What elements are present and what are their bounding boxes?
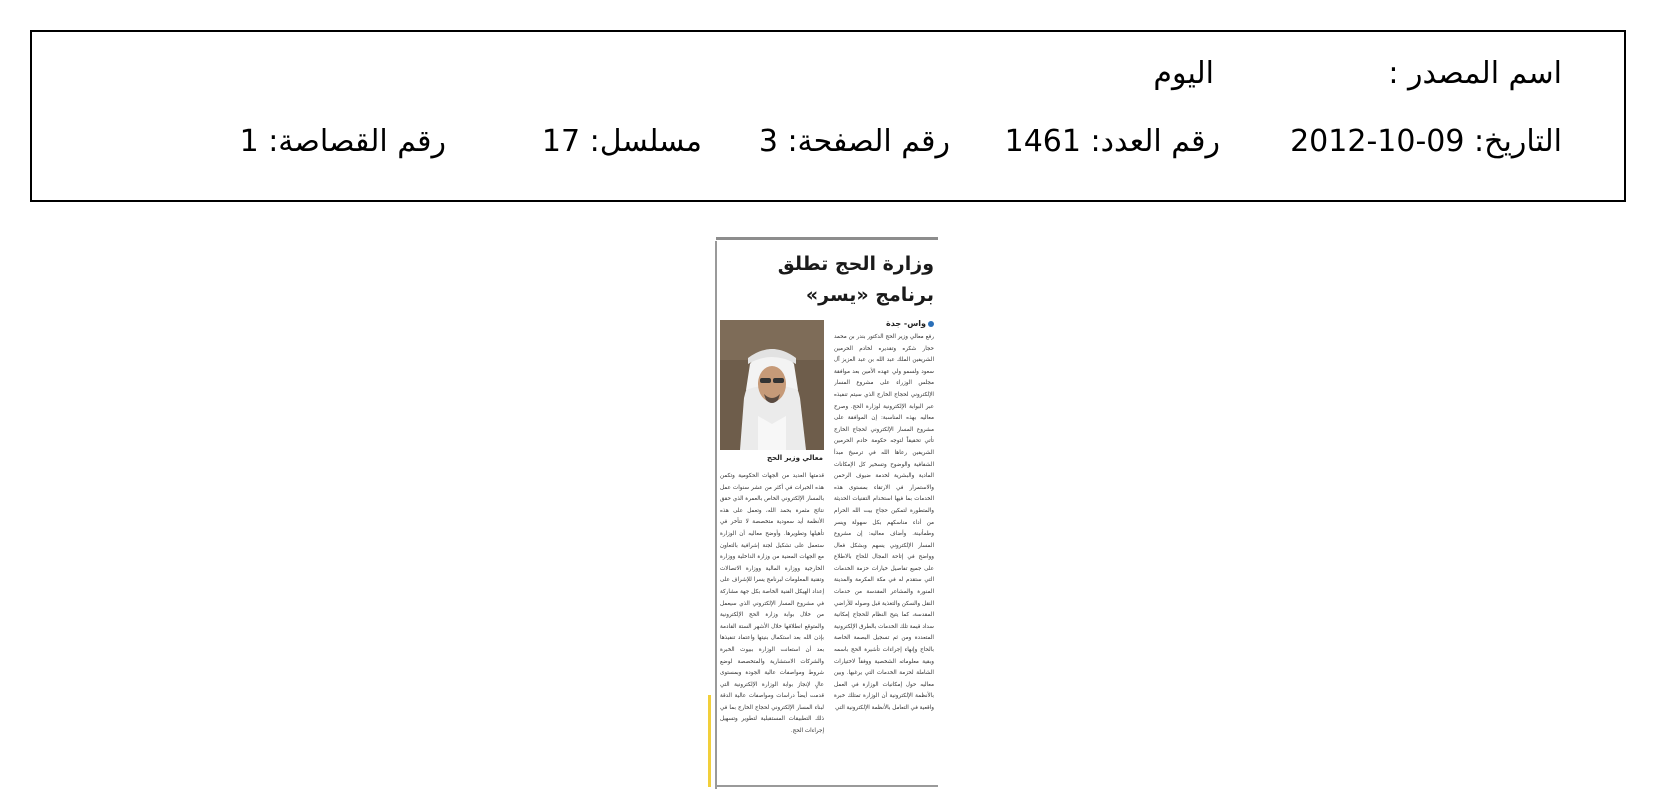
article-byline (886, 319, 934, 328)
byline-text: واس- جدة (886, 319, 926, 328)
clipping-bottom-rule (716, 785, 938, 787)
clipping-top-rule (716, 237, 938, 240)
portrait-image (720, 320, 824, 450)
newspaper-clipping (708, 237, 940, 792)
article-column-left: قدمتها العديد من الجهات الحكومية وتكمن هذه الخبرات في أكثر من عشر سنوات عمل بالمسار الإلكتروني الخاص بالعمرة الذي حقق نتائج مثمرة بحمد الله، وتعمل على هذه الأنظمة أيد سعودية متخصصة لا تتأخر في تأهيلها وتطويرها. وأوضح معاليه أن الوزارة ستعمل على تشكيل لجنة إشرافية بالتعاون مع الجهات المعنية من وزارة الداخلية ووزارة الخارجية ووزارة المالية ووزارة الاتصالات وتقنية المعلومات لبرنامج يسرا للإشراف على إعداد الهيكل الفنية الخاصة بكل جهة مشاركة في مشروع المسار الإلكتروني الذي سيعمل من خلال بوابة وزارة الحج الإلكترونية والمتوقع انطلاقها خلال الأشهر الستة القادمة بإذن الله بعد استكمال بنيتها واعتماد تنفيذها بعد أن استعانت الوزارة ببيوت الخبرة والشركات الاستشارية والمتخصصة لوضع شروط ومواصفات عالية الجودة وبمستوى عالٍ لإنجاز بوابة الوزارة الإلكترونية التي قدمت أيضاً دراسات ومواصفات عالية الدقة لبناء المسار الإلكتروني لحجاج الخارج بما في ذلك التطبيقات المستقبلية لتطوير وتسهيل إجراءات الحج. (720, 473, 824, 735)
document-header-box (30, 30, 1626, 202)
minister-photo (720, 320, 824, 450)
serial-number-field: مسلسل: 17 (541, 124, 702, 159)
issue-number-field: رقم العدد: 1461 (1004, 124, 1220, 159)
photo-caption: معالي وزير الحج (767, 454, 823, 462)
article-headline: وزارة الحج تطلق برنامج «يسر» (777, 253, 934, 306)
source-value: اليوم (1153, 56, 1214, 91)
clipping-left-rule (715, 241, 717, 789)
highlight-mark (708, 695, 711, 787)
source-label: اسم المصدر : (1388, 56, 1562, 91)
date-field: التاريخ: 09-10-2012 (1290, 124, 1562, 159)
clipping-number-field: رقم القصاصة: 1 (239, 124, 446, 159)
bullet-dot-icon (928, 321, 934, 327)
page-number-field: رقم الصفحة: 3 (758, 124, 950, 159)
article-column-right: رفع معالي وزير الحج الدكتور بندر بن محمد حجار شكره وتقديره لخادم الحرمين الشريفين الملك عبد الله بن عبد العزيز آل سعود ولسمو ولي عهده الأمين بعد موافقة مجلس الوزراء على مشروع المسار الإلكتروني لحجاج الخارج الذي سيتم تنفيذه عبر البوابة الإلكترونية لوزارة الحج. وصرح معاليه بهذه المناسبة: إن الموافقة على مشروع المسار الإلكتروني لحجاج الخارج تأتي تحقيقاً لتوجه حكومة خادم الحرمين الشريفين رعاها الله في ترسيخ مبدأ الشفافية والوضوح وتسخير كل الإمكانات المادية والبشرية لخدمة ضيوف الرحمن والاستمرار في الارتقاء بمستوى هذه الخدمات بما فيها استخدام التقنيات الحديثة والمتطورة لتمكين حجاج بيت الله الحرام من أداء مناسكهم بكل سهولة ويسر وطمأنينة. وأضاف معاليه: إن مشروع المسار الإلكتروني يسهم وبشكل فعال وواضح في إتاحة المجال للحاج بالاطلاع على جميع تفاصيل خيارات حزمة الخدمات التي ستقدم له في مكة المكرمة والمدينة المنورة والمشاعر المقدسة من خدمات النقل والسكن والتغذية قبل وصوله للأراضي المقدسة، كما يتيح النظام للحجاج إمكانية سداد قيمة تلك الخدمات بالطرق الإلكترونية المتعددة ومن ثم تسجيل البصمة الخاصة بالحاج وإنهاء إجراءات تأشيرة الحج باسمه وبقية معلوماته الشخصية ووفقاً لاختيارات الشاملة لحزمة الخدمات التي يرغبها. وبين معاليه حول إمكانيات الوزارة في العمل بالأنظمة الإلكترونية أن الوزارة تمتلك خبرة واقعية في التعامل بالأنظمة الإلكترونية التي (834, 334, 934, 711)
